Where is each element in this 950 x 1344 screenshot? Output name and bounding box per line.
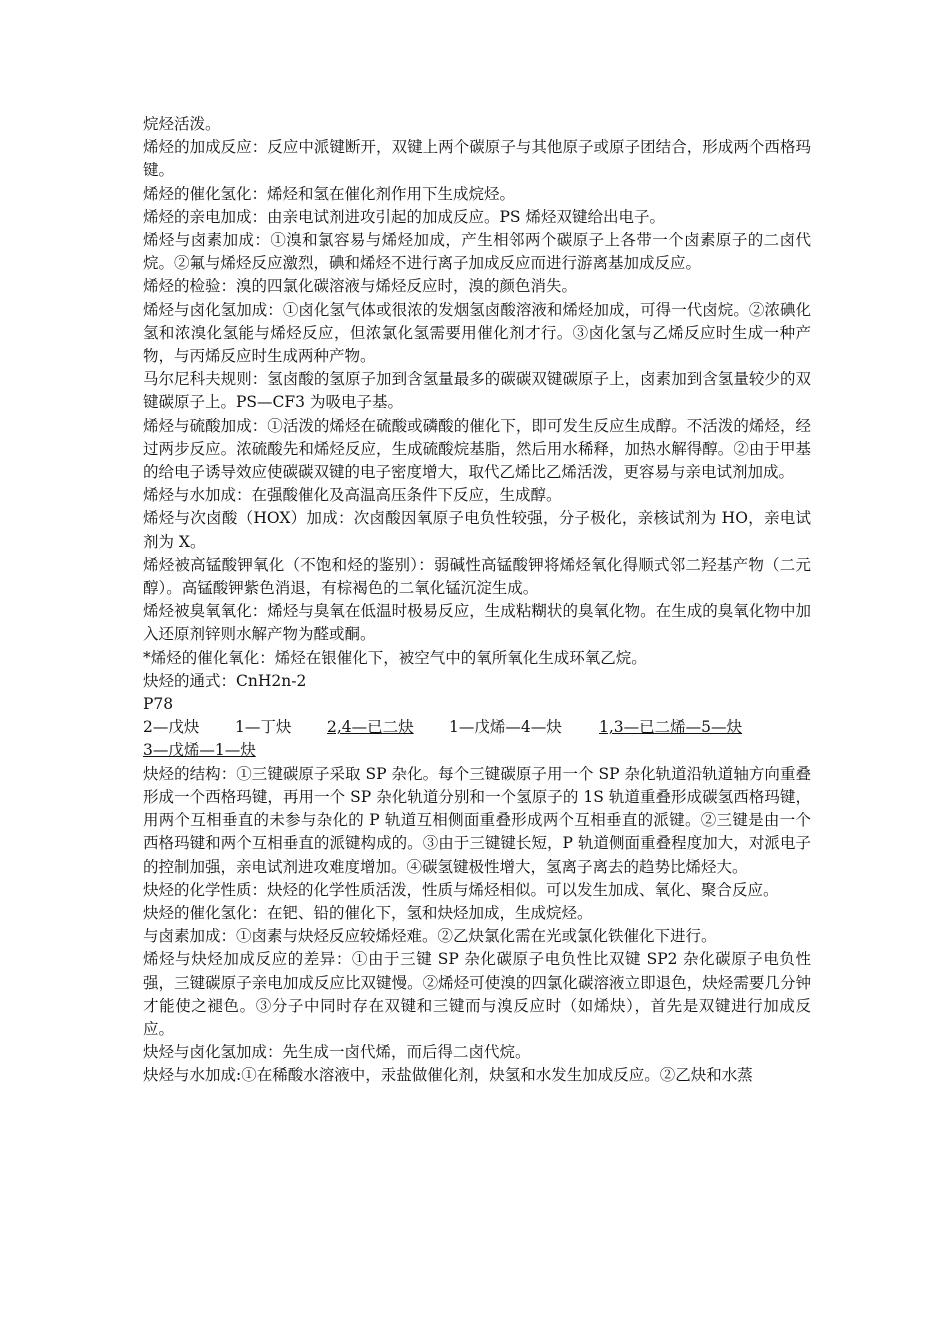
compound-name: 3—戊烯—1—炔 bbox=[143, 741, 256, 760]
paragraph: 烯烃与卤素加成：①溴和氯容易与烯烃加成，产生相邻两个碳原子上各带一个卤素原子的二卤代烷。②氟与烯烃反应激烈，碘和烯烃不进行离子加成反应而进行游离基加成反应。 bbox=[143, 231, 811, 273]
compound-name: 1—丁炔 bbox=[235, 718, 292, 737]
compound-name: 2,4—已二炔 bbox=[327, 718, 414, 737]
compound-name: 2—戊炔 bbox=[143, 718, 200, 737]
paragraph: 烯烃与次卤酸（HOX）加成：次卤酸因氧原子电负性较强，分子极化，亲核试剂为 HO，亲电试剂为 X。 bbox=[143, 509, 811, 551]
paragraph: 烯烃被高锰酸钾氧化（不饱和烃的鉴别）：弱碱性高锰酸钾将烯烃氧化得顺式邻二羟基产物（二元醇）。高锰酸钾紫色消退，有棕褐色的二氧化锰沉淀生成。 bbox=[143, 555, 811, 598]
paragraph: 烯烃的亲电加成：由亲电试剂进攻引起的加成反应。PS 烯烃双键给出电子。 bbox=[143, 207, 665, 226]
paragraph: 烯烃与炔烃加成反应的差异：①由于三键 SP 杂化碳原子电负性比双键 SP2 杂化碳原子电负性强，三键碳原子亲电加成反应比双键慢。②烯烃可使溴的四氯化碳溶液立即退色，炔烃需要几分钟才能使之褪色。③分子中同时存在双键和三键而与溴反应时（如烯炔），首先是双键进行加成反应。 bbox=[143, 950, 811, 1038]
paragraph: 烷烃活泼。 bbox=[143, 115, 221, 133]
paragraph: 烯烃被臭氧氧化：烯烃与臭氧在低温时极易反应，生成粘糊状的臭氧化物。在生成的臭氧化物中加入还原剂锌则水解产物为醛或酮。 bbox=[143, 602, 811, 644]
paragraph: 炔烃与卤化氢加成：先生成一卤代烯，而后得二卤代烷。 bbox=[143, 1043, 531, 1062]
paragraph: 炔烃的化学性质：炔烃的化学性质活泼，性质与烯烃相似。可以发生加成、氧化、聚合反应。 bbox=[143, 880, 779, 899]
compound-names-row bbox=[143, 716, 811, 739]
document-page bbox=[143, 113, 811, 1088]
paragraph: 烯烃与卤化氢加成：①卤化氢气体或很浓的发烟氢卤酸溶液和烯烃加成，可得一代卤烷。②浓碘化氢和浓溴化氢能与烯烃反应，但浓氯化氢需要用催化剂才行。③卤化氢与乙烯反应时生成一种产物，与丙烯反应时生成两种产物。 bbox=[143, 300, 811, 366]
paragraph: 炔烃的通式：CnH2n-2 bbox=[143, 671, 307, 690]
page-reference: P78 bbox=[143, 695, 174, 714]
paragraph: 炔烃与水加成:①在稀酸水溶液中，汞盐做催化剂，炔氢和水发生加成反应。②乙炔和水蒸 bbox=[143, 1066, 753, 1085]
paragraph: 马尔尼科夫规则：氢卤酸的氢原子加到含氢量最多的碳碳双键碳原子上，卤素加到含氢量较少的双键碳原子上。PS—CF3 为吸电子基。 bbox=[143, 370, 811, 412]
paragraph: *烯烃的催化氧化：烯烃在银催化下，被空气中的氧所氧化生成环氧乙烷。 bbox=[143, 648, 647, 667]
paragraph: 与卤素加成：①卤素与炔烃反应较烯烃难。②乙炔氯化需在光或氯化铁催化下进行。 bbox=[143, 927, 717, 946]
paragraph: 烯烃的催化氢化：烯烃和氢在催化剂作用下生成烷烃。 bbox=[143, 184, 516, 203]
paragraph: 烯烃与硫酸加成：①活泼的烯烃在硫酸或磷酸的催化下，即可发生反应生成醇。不活泼的烯烃，经过两步反应。浓硫酸先和烯烃反应，生成硫酸烷基脂，然后用水稀释，加热水解得醇。②由于甲基的给电子诱导效应使碳碳双键的电子密度增大，取代乙烯比乙烯活泼，更容易与亲电试剂加成。 bbox=[143, 416, 811, 482]
compound-name: 1,3—已二烯—5—炔 bbox=[599, 718, 743, 737]
compound-name: 1—戊烯—4—炔 bbox=[449, 718, 562, 737]
paragraph: 烯烃的检验：溴的四氯化碳溶液与烯烃反应时，溴的颜色消失。 bbox=[143, 277, 578, 296]
paragraph: 炔烃的结构：①三键碳原子采取 SP 杂化。每个三键碳原子用一个 SP 杂化轨道沿轨道轴方向重叠形成一个西格玛键，再用一个 SP 杂化轨道分别和一个氢原子的 1S 轨道重叠形成碳氢西格玛键，用两个互相垂直的未参与杂化的 P 轨道互相侧面重叠形成两个互相垂直的派键。②三键是由一个西格玛键和两个互相垂直的派键构成的。③由于三键键长短，P 轨道侧面重叠程度加大，对派电子的控制加强，亲电试剂进攻难度增加。④碳氢键极性增大，氢离子离去的趋势比烯烃大。 bbox=[143, 764, 811, 876]
paragraph: 烯烃的加成反应：反应中派键断开，双键上两个碳原子与其他原子或原子团结合，形成两个西格玛键。 bbox=[143, 138, 811, 180]
paragraph: 烯烃与水加成：在强酸催化及高温高压条件下反应，生成醇。 bbox=[143, 486, 562, 505]
paragraph: 炔烃的催化氢化：在钯、铅的催化下，氢和炔烃加成，生成烷烃。 bbox=[143, 903, 593, 922]
